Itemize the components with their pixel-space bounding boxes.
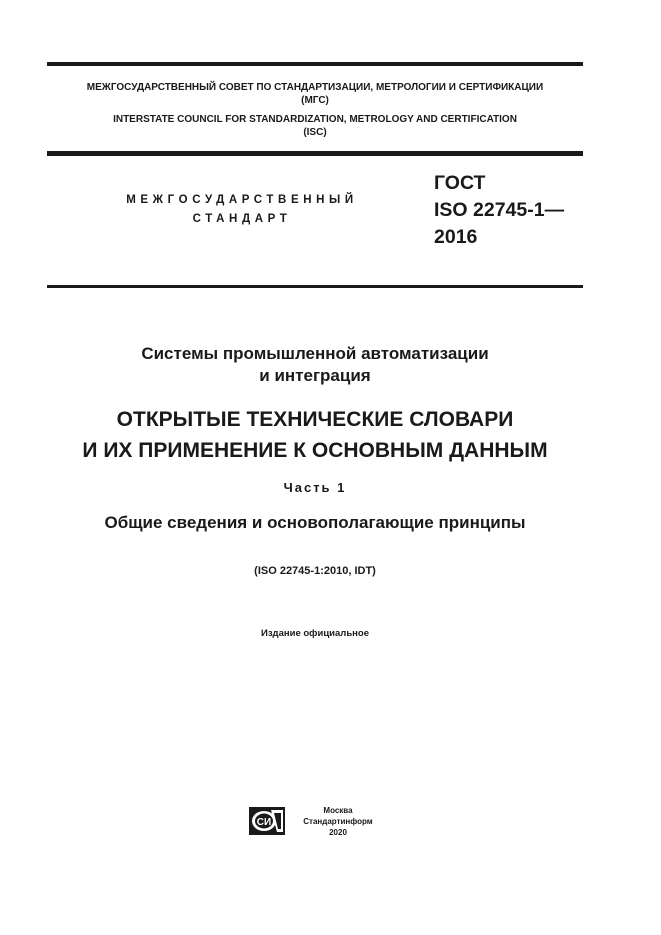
iso-reference: (ISO 22745-1:2010, IDT) <box>254 565 376 577</box>
designation-line1: ГОСТ <box>434 172 486 194</box>
part-label: Часть 1 <box>283 480 347 495</box>
standartinform-logo-icon <box>249 807 285 835</box>
standard-designation <box>434 170 564 251</box>
bottom-rule <box>47 285 583 288</box>
publisher-year: 2020 <box>329 828 347 837</box>
council-en-line1: INTERSTATE COUNCIL FOR STANDARDIZATION, METROLOGY AND CERTIFICATION <box>113 114 517 125</box>
designation-line3: 2016 <box>434 226 478 248</box>
main-title <box>47 404 583 466</box>
standard-label-line1: МЕЖГОСУДАРСТВЕННЫЙ <box>126 194 358 206</box>
interstate-standard-label <box>98 191 386 229</box>
system-title-line2: и интеграция <box>259 366 371 385</box>
system-title-line1: Системы промышленной автоматизации <box>141 344 489 363</box>
council-ru-line1: МЕЖГОСУДАРСТВЕННЫЙ СОВЕТ ПО СТАНДАРТИЗАЦИИ, МЕТРОЛОГИИ И СЕРТИФИКАЦИИ <box>86 82 544 93</box>
standard-label-line2: СТАНДАРТ <box>192 213 292 225</box>
publisher-name: Стандартинформ <box>303 817 373 826</box>
top-rule <box>47 62 583 66</box>
council-name-en <box>47 113 583 139</box>
edition-note: Издание официальное <box>261 628 369 639</box>
council-name-ru <box>47 81 583 107</box>
main-title-line2: И ИХ ПРИМЕНЕНИЕ К ОСНОВНЫМ ДАННЫМ <box>82 439 548 462</box>
middle-rule <box>47 151 583 156</box>
council-ru-abbrev: (МГС) <box>301 95 329 106</box>
publisher-city: Москва <box>323 806 353 815</box>
publisher-info <box>300 805 376 838</box>
logo-text: СИ <box>256 817 272 828</box>
designation-line2: ISO 22745-1— <box>434 199 565 221</box>
part-title: Общие сведения и основополагающие принципы <box>104 513 526 532</box>
system-title <box>47 343 583 387</box>
main-title-line1: ОТКРЫТЫЕ ТЕХНИЧЕСКИЕ СЛОВАРИ <box>116 408 514 431</box>
council-en-abbrev: (ISC) <box>303 127 327 138</box>
